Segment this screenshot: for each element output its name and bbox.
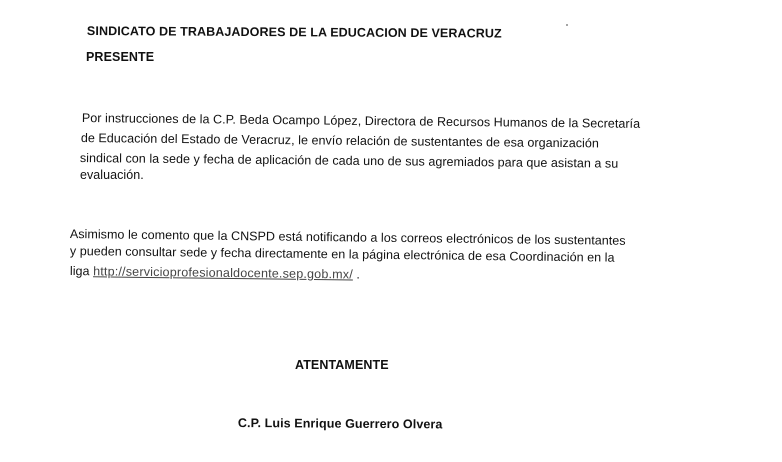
paragraph-line: sindical con la sede y fecha de aplicación de cada uno de sus agremiados para que asistan a su: [79, 151, 619, 171]
link-prefix: liga: [69, 264, 90, 279]
addressee-heading: SINDICATO DE TRABAJADORES DE LA EDUCACION DE VERACRUZ: [86, 24, 502, 41]
closing-atentamente: ATENTAMENTE: [295, 358, 389, 372]
paragraph-line: evaluación.: [80, 168, 144, 182]
link-suffix: .: [356, 267, 361, 282]
signature-name: C.P. Luis Enrique Guerrero Olvera: [237, 416, 443, 432]
paragraph-line: y pueden consultar sede y fecha directamente en la página electrónica de esa Coordinación en la: [69, 244, 615, 265]
sep-website-link[interactable]: http://servicioprofesionaldocente.sep.gob.mx/: [93, 264, 354, 282]
paragraph-line: Por instrucciones de la C.P. Beda Ocampo López, Directora de Recursos Humanos de la Secretaría: [81, 111, 641, 131]
scan-speck: [566, 24, 568, 26]
presente-heading: PRESENTE: [86, 50, 155, 64]
paragraph-line: Asimismo le comento que la CNSPD está notificando a los correos electrónicos de los sustentantes: [69, 227, 626, 248]
paragraph-line: de Educación del Estado de Veracruz, le envío relación de sustentantes de esa organización: [80, 131, 600, 151]
paragraph-line-with-link: [70, 264, 360, 282]
